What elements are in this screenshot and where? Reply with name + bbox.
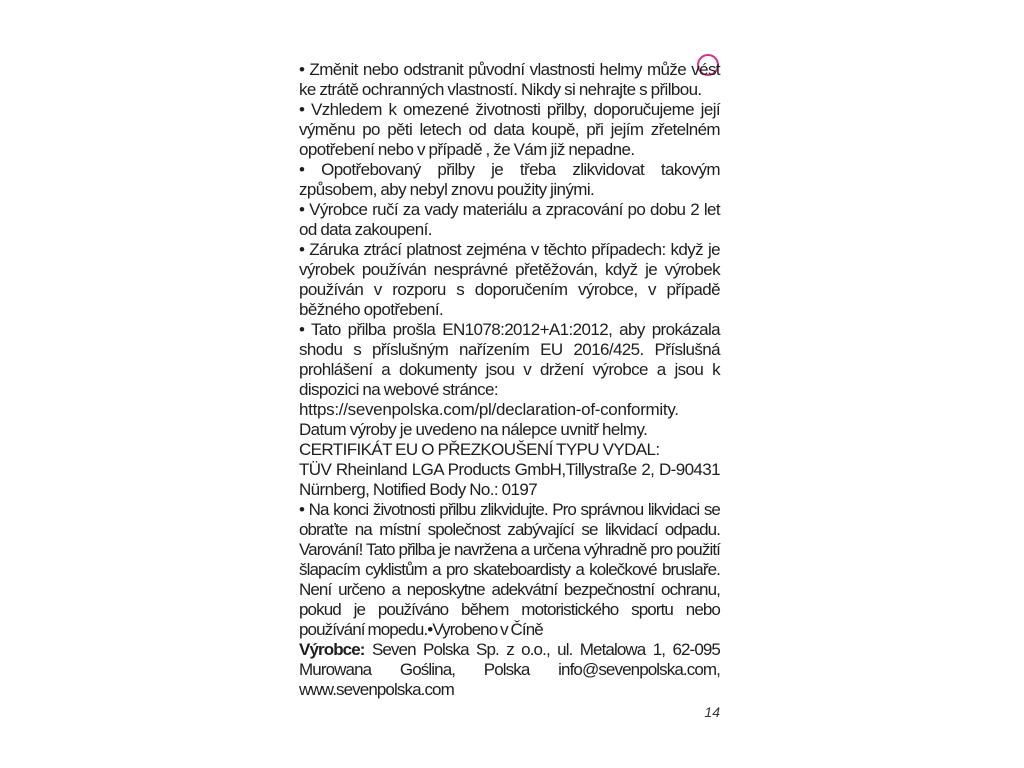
paragraph-warranty-period: • Výrobce ručí za vady materiálu a zpracování po dobu 2 let od data zakoupení. bbox=[299, 200, 720, 239]
manufacturer-info bbox=[299, 640, 720, 700]
certificate-heading: CERTIFIKÁT EU O PŘEZKOUŠENÍ TYPU VYDAL: bbox=[299, 440, 660, 459]
paragraph-end-of-life-warning: • Na konci životnosti přilbu zlikvidujte. Pro správnou likvidaci se obraťte na místní společnost zabývající se likvidací odpadu. Varování! Tato přilba je navržena a určena výhradně pro použití šlapacím cyklistům a pro skateboardisty a kolečkové bruslaře. Není určeno a neposkytne adekvátní bezpečnostní ochranu, pokud je používáno během motoristického sportu nebo používání mopedu.•Vyrobeno v Číně bbox=[299, 500, 720, 639]
manufacturer-details: Seven Polska Sp. z o.o., ul. Metalowa 1, 62-095 Murowana Goślina, Polska info@sevenpolska.com, www.sevenpolska.com bbox=[299, 640, 720, 699]
paragraph-helmet-modification: • Změnit nebo odstranit původní vlastnosti helmy může vést ke ztrátě ochranných vlastností. Nikdy si nehrajte s přilbou. bbox=[299, 60, 720, 99]
paragraph-disposal-worn: • Opotřebovaný přilby je třeba zlikvidovat takovým způsobem, aby nebyl znovu použity jinými. bbox=[299, 160, 720, 199]
paragraph-certification: • Tato přilba prošla EN1078:2012+A1:2012, aby prokázala shodu s příslušným nařízením EU 2016/425. Příslušná prohlášení a dokumenty jsou v držení výrobce a jsou k dispozici na webové stránce: bbox=[299, 320, 720, 399]
manufacturer-label: Výrobce: bbox=[299, 640, 365, 659]
manual-text-block bbox=[299, 60, 720, 700]
notified-body-address: TÜV Rheinland LGA Products GmbH,Tillystraße 2, D-90431 Nürnberg, Notified Body No.: 0197 bbox=[299, 460, 720, 499]
paragraph-warranty-void: • Záruka ztrácí platnost zejména v těchto případech: když je výrobek používán nesprávné přetěžován, když je výrobek používán v rozporu s doporučením výrobce, v případě běžného opotřebení. bbox=[299, 240, 720, 319]
declaration-url: https://sevenpolska.com/pl/declaration-of-conformity. bbox=[299, 400, 679, 419]
page-number: 14 bbox=[704, 704, 720, 720]
paragraph-helmet-lifetime: • Vzhledem k omezené životnosti přilby, doporučujeme její výměnu po pěti letech od data koupě, při jejím zřetelném opotřebení nebo v případě , že Vám již nepadne. bbox=[299, 100, 720, 159]
paragraph-production-date: Datum výroby je uvedeno na nálepce uvnitř helmy. bbox=[299, 420, 648, 439]
